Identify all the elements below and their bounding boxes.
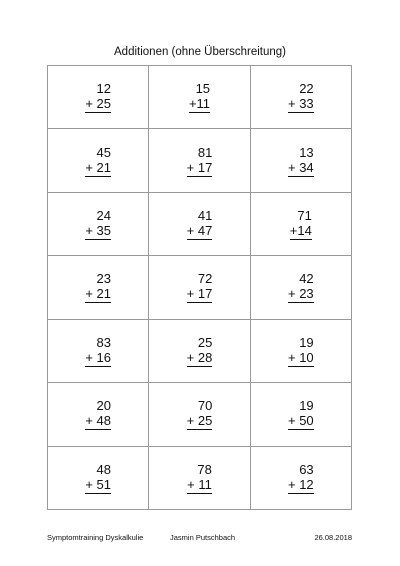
first-addend: 83 — [96, 334, 111, 350]
first-addend: 19 — [299, 334, 314, 350]
problem-cell — [251, 256, 352, 319]
first-addend: 20 — [96, 398, 111, 414]
addition-problem — [187, 271, 213, 303]
problem-cell — [149, 256, 250, 319]
problem-cell — [149, 66, 250, 129]
first-addend: 13 — [299, 144, 314, 160]
problem-cell — [149, 447, 250, 510]
first-addend: 25 — [197, 334, 213, 350]
addition-problem — [288, 81, 314, 113]
footer-course-name: Symptomtraining Dyskalkulie — [47, 533, 144, 542]
addition-problem — [288, 335, 314, 367]
first-addend: 71 — [297, 208, 312, 224]
second-addend: + 34 — [287, 159, 314, 175]
footer-author: Jasmin Putschbach — [170, 533, 236, 542]
second-addend: + 25 — [186, 413, 213, 429]
first-addend: 48 — [96, 461, 111, 477]
problem-cell — [149, 383, 250, 446]
addition-problem — [288, 398, 314, 430]
first-addend: 12 — [96, 81, 111, 97]
problem-cell — [48, 320, 149, 383]
second-addend: + 25 — [85, 96, 111, 112]
addition-problem — [85, 145, 111, 177]
first-addend: 41 — [197, 208, 213, 224]
first-addend: 19 — [299, 398, 314, 414]
addition-problem — [290, 208, 312, 240]
second-addend: + 47 — [186, 223, 213, 239]
addition-problem — [187, 208, 213, 240]
second-addend: +11 — [188, 96, 211, 112]
first-addend: 15 — [195, 81, 211, 97]
problem-cell — [48, 256, 149, 319]
first-addend: 45 — [96, 144, 111, 160]
second-addend: + 35 — [85, 223, 111, 239]
problem-grid — [47, 65, 352, 510]
problem-cell — [149, 320, 250, 383]
second-addend: + 12 — [287, 476, 314, 492]
second-addend: + 48 — [85, 413, 111, 429]
second-addend: + 21 — [85, 286, 111, 302]
problem-cell — [48, 447, 149, 510]
problem-cell — [251, 447, 352, 510]
first-addend: 42 — [299, 271, 314, 287]
problem-cell — [251, 66, 352, 129]
addition-problem — [85, 271, 111, 303]
first-addend: 70 — [197, 398, 213, 414]
problem-cell — [48, 66, 149, 129]
problem-cell — [251, 129, 352, 192]
addition-problem — [187, 145, 213, 177]
addition-problem — [85, 398, 111, 430]
second-addend: + 50 — [287, 413, 314, 429]
problem-cell — [251, 320, 352, 383]
second-addend: + 23 — [287, 286, 314, 302]
addition-problem — [187, 462, 212, 494]
second-addend: + 28 — [186, 349, 213, 365]
addition-problem — [189, 81, 210, 113]
second-addend: +14 — [289, 223, 312, 239]
problem-cell — [149, 193, 250, 256]
first-addend: 22 — [299, 81, 314, 97]
first-addend: 24 — [96, 208, 111, 224]
addition-problem — [85, 335, 111, 367]
addition-problem — [288, 462, 314, 494]
first-addend: 72 — [197, 271, 213, 287]
addition-problem — [187, 398, 213, 430]
second-addend: + 33 — [287, 96, 314, 112]
problem-cell — [149, 129, 250, 192]
addition-problem — [288, 145, 314, 177]
addition-problem — [85, 208, 111, 240]
second-addend: + 21 — [85, 159, 111, 175]
addition-problem — [85, 81, 111, 113]
problem-cell — [251, 383, 352, 446]
second-addend: + 51 — [85, 476, 111, 492]
addition-problem — [85, 462, 111, 494]
addition-problem — [288, 271, 314, 303]
second-addend: + 11 — [187, 476, 212, 492]
worksheet-title: Additionen (ohne Überschreitung) — [114, 46, 286, 58]
second-addend: + 17 — [186, 159, 213, 175]
first-addend: 81 — [197, 144, 213, 160]
problem-cell — [48, 383, 149, 446]
first-addend: 63 — [299, 461, 314, 477]
problem-cell — [48, 193, 149, 256]
footer-date: 26.08.2018 — [314, 533, 352, 542]
first-addend: 78 — [197, 461, 212, 477]
second-addend: + 10 — [287, 349, 314, 365]
first-addend: 23 — [96, 271, 111, 287]
problem-cell — [48, 129, 149, 192]
second-addend: + 17 — [186, 286, 213, 302]
addition-problem — [187, 335, 213, 367]
problem-cell — [251, 193, 352, 256]
second-addend: + 16 — [85, 349, 111, 365]
